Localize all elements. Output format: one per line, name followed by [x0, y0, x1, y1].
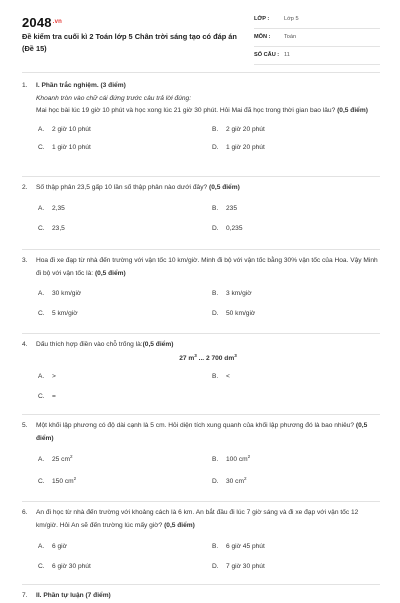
option-a[interactable]: A. 25 $cm^2$ — [38, 453, 73, 463]
option-a[interactable]: A. > — [38, 373, 56, 380]
question-4: 4. Dấu thích hợp điền vào chỗ trống là:(0,5 điểm) 27 $m^3$ ... 2 700 $dm^3$ A. > B. < C. = — [22, 339, 380, 411]
option-b[interactable]: B. < — [212, 373, 230, 380]
option-b[interactable]: B. 3 km/giờ — [212, 290, 252, 297]
option-c[interactable]: C. 23,5 — [38, 224, 65, 232]
divider — [22, 176, 380, 177]
question-2: 2. Số thập phân 23,5 gấp 10 lần số thập phân nào dưới đây? (0,5 điểm) A. 2,35 B. 235 C. 23,5 D. 0,235 — [22, 182, 380, 243]
question-1: 1. I. Phần trắc nghiệm. (3 điểm) Khoanh tròn vào chữ cái đứng trước câu trả lời đúng: Mai học bài lúc 19 giờ 10 phút và học xong lúc 21 giờ 30 phút. Hỏi Mai đã học trong thời gian bao lâu? (0,5 điểm) A. 2 giờ 10 phút B. 2 giờ 20 phút C. 1 giờ 10 phút D. 1 giờ 20 phút — [22, 80, 380, 168]
meta-subject: MÔN : Toán — [254, 32, 380, 47]
question-text: An đi học từ nhà đến trường với khoảng cách là 6 km. An bắt đầu đi lúc 7 giờ sáng và đi xe đạp với vận tốc 12 km/giờ. Hỏi An sẽ đến trường lúc mấy giờ? (0,5 điểm) — [36, 509, 359, 529]
divider — [22, 333, 380, 334]
question-text: Hoa đi xe đạp từ nhà đến trường với vận tốc 10 km/giờ. Minh đi bộ với vận tốc bằng 30% vận tốc của Hoa. Vậy Minh đi bộ với vận tốc là: (0,5 điểm) — [36, 257, 378, 277]
meta-grade: LỚP : Lớp 5 — [254, 14, 380, 29]
option-d[interactable]: D. 7 giờ 30 phút — [212, 563, 265, 570]
exam-title: Đề kiểm tra cuối kì 2 Toán lớp 5 Chân trời sáng tạo có đáp án (Đề 15) — [22, 32, 237, 53]
options — [38, 124, 380, 168]
option-b[interactable]: B. 2 giờ 20 phút — [212, 125, 265, 133]
option-a[interactable]: A. 2,35 — [38, 204, 65, 212]
option-c[interactable]: C. 1 giờ 10 phút — [38, 143, 91, 151]
option-d[interactable]: D. 30 $cm^2$ — [212, 475, 247, 485]
option-c[interactable]: C. 6 giờ 30 phút — [38, 563, 91, 570]
exam-meta — [254, 14, 380, 68]
options — [38, 288, 380, 328]
option-b[interactable]: B. 235 — [212, 204, 238, 212]
question-text: Số thập phân 23,5 gấp 10 lần số thập phân nào dưới đây? (0,5 điểm) — [36, 184, 240, 191]
option-c[interactable]: C. = — [38, 393, 56, 400]
comparison-expression: 27 $m^3$ ... 2 700 $dm^3$ — [179, 352, 237, 362]
option-c[interactable]: C. 150 $cm^2$ — [38, 475, 77, 485]
option-d[interactable]: D. 0,235 — [212, 224, 243, 232]
options — [38, 371, 380, 411]
question-text: Một khối lập phương có độ dài cạnh là 5 cm. Hỏi diện tích xung quanh của khối lập phương đó là bao nhiêu? (0,5 điểm) — [36, 422, 368, 442]
option-a[interactable]: A. 2 giờ 10 phút — [38, 125, 91, 133]
section-title: II. Phần tự luận (7 điểm) — [36, 592, 111, 599]
option-b[interactable]: B. 100 $cm^2$ — [212, 453, 251, 463]
page-header — [0, 0, 400, 66]
options — [38, 203, 380, 243]
divider — [22, 249, 380, 250]
divider — [22, 584, 380, 585]
option-b[interactable]: B. 6 giờ 45 phút — [212, 543, 265, 550]
question-7: 7. II. Phần tự luận (7 điểm) — [22, 590, 380, 603]
question-5: 5. Một khối lập phương có độ dài cạnh là 5 cm. Hỏi diện tích xung quanh của khối lập phương đó là bao nhiêu? (0,5 điểm) A. 25 $cm^2$ B. 100 $cm^2$ C. 150 $cm^2$ D. 30 $cm^2$ — [22, 420, 380, 498]
instruction: Khoanh tròn vào chữ cái đứng trước câu trả lời đúng: — [36, 94, 192, 102]
question-6: 6. An đi học từ nhà đến trường với khoảng cách là 6 km. An bắt đầu đi lúc 7 giờ sáng và đi xe đạp với vận tốc 12 km/giờ. Hỏi An sẽ đến trường lúc mấy giờ? (0,5 điểm) A. 6 giờ B. 6 giờ 45 phút C. 6 giờ 30 phút D. 7 giờ 30 phút — [22, 507, 380, 581]
question-text: Mai học bài lúc 19 giờ 10 phút và học xong lúc 21 giờ 30 phút. Hỏi Mai đã học trong thời gian bao lâu? (0,5 điểm) — [36, 107, 368, 114]
option-d[interactable]: D. 50 km/giờ — [212, 310, 256, 317]
divider — [22, 414, 380, 415]
question-3: 3. Hoa đi xe đạp từ nhà đến trường với vận tốc 10 km/giờ. Minh đi bộ với vận tốc bằng 30% vận tốc của Hoa. Vậy Minh đi bộ với vận tốc là: (0,5 điểm) A. 30 km/giờ B. 3 km/giờ C. 5 km/giờ D. 50 km/giờ — [22, 255, 380, 328]
options — [38, 454, 380, 498]
option-d[interactable]: D. 1 giờ 20 phút — [212, 143, 265, 151]
meta-question-count: SỐ CÂU : 11 — [254, 50, 380, 65]
option-a[interactable]: A. 6 giờ — [38, 543, 67, 550]
option-c[interactable]: C. 5 km/giờ — [38, 310, 78, 317]
divider — [22, 72, 380, 73]
site-logo[interactable]: $2048^{.vn}$ — [22, 15, 63, 30]
question-text: Dấu thích hợp điền vào chỗ trống là:(0,5 điểm) — [36, 341, 174, 348]
option-a[interactable]: A. 30 km/giờ — [38, 290, 82, 297]
options — [38, 541, 380, 581]
section-title: I. Phần trắc nghiệm. (3 điểm) — [36, 82, 126, 89]
divider — [22, 501, 380, 502]
